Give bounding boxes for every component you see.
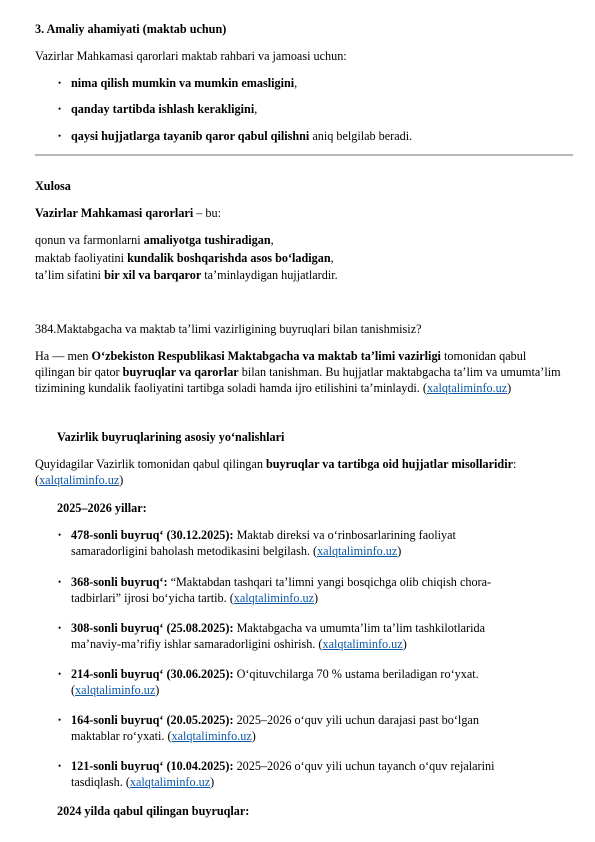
bullet-icon: • bbox=[58, 669, 62, 679]
bullet-icon: • bbox=[58, 104, 62, 114]
bullet-icon: • bbox=[58, 78, 62, 88]
year-2024-heading: 2024 yilda qabul qilingan buyruqlar: bbox=[57, 804, 250, 818]
source-link[interactable]: xalqtaliminfo.uz bbox=[317, 544, 398, 558]
directions-paragraph: Quyidagilar Vazirlik tomonidan qabul qilingan buyruqlar va tartibga oid hujjatlar misollaridir: (xalqtaliminfo.uz) bbox=[35, 457, 517, 487]
source-link[interactable]: xalqtaliminfo.uz bbox=[322, 637, 403, 651]
source-link[interactable]: xalqtaliminfo.uz bbox=[75, 683, 156, 697]
horizontal-divider bbox=[35, 154, 573, 156]
source-link[interactable]: xalqtaliminfo.uz bbox=[233, 591, 315, 605]
list-item: 214-sonli buyruq‘ (30.06.2025): O‘qituvchilarga 70 % ustama beriladigan ro‘yxat. (xalqtaliminfo.uz) bbox=[71, 667, 479, 697]
list-item: 308-sonli buyruq‘ (25.08.2025): Maktabgacha va umumta’lim ta’lim tashkilotlarida ma’naviy-ma’rifiy ishlar samaradorligini oshirish. (xalqtaliminfo.uz) bbox=[71, 621, 485, 651]
bullet-icon: • bbox=[58, 530, 62, 540]
section-3-intro: Vazirlar Mahkamasi qarorlari maktab rahbari va jamoasi uchun: bbox=[35, 49, 347, 63]
answer-paragraph: Ha — men O‘zbekiston Respublikasi Maktabgacha va maktab ta’limi vazirligi tomonidan qabul qilingan bir qator buyruqlar va qarorlar bilan tanishman. Bu hujjatlar maktabgacha ta’lim va umumta’lim tizimining kundalik faoliyatini tartibga soladi hamda ijro etilishini ta’minlaydi. (xalqtaliminfo.uz) bbox=[35, 349, 561, 395]
list-item: 121-sonli buyruq‘ (10.04.2025): 2025–2026 o‘quv yili uchun tayanch o‘quv rejalarini tasdiqlash. (xalqtaliminfo.uz) bbox=[71, 759, 495, 789]
list-item: 478-sonli buyruq‘ (30.12.2025): Maktab direksi va o‘rinbosarlarining faoliyat samaradorligini baholash metodikasini belgilash. (xalqtaliminfo.uz) bbox=[71, 528, 456, 558]
bullet-icon: • bbox=[58, 623, 62, 633]
source-link[interactable]: xalqtaliminfo.uz bbox=[426, 381, 508, 395]
conclusion-subject: Vazirlar Mahkamasi qarorlari – bu: bbox=[35, 206, 221, 220]
list-item: 368-sonli buyruq‘: “Maktabdan tashqari ta’limni yangi bosqichga olib chiqish chora- tadbirlari” ijrosi bo‘yicha tartib. (xalqtaliminfo.uz) bbox=[71, 575, 492, 605]
source-link[interactable]: xalqtaliminfo.uz bbox=[171, 729, 252, 743]
list-item: qaysi hujjatlarga tayanib qaror qabul qilishni aniq belgilab beradi. bbox=[71, 129, 413, 143]
source-link[interactable]: xalqtaliminfo.uz bbox=[39, 473, 120, 487]
conclusion-line: maktab faoliyatini kundalik boshqarishda asos bo‘ladigan, bbox=[35, 251, 334, 265]
conclusion-title: Xulosa bbox=[35, 179, 71, 193]
conclusion-line: ta’lim sifatini bir xil va barqaror ta’minlaydigan hujjatlardir. bbox=[35, 268, 338, 282]
list-item: nima qilish mumkin va mumkin emasligini, bbox=[71, 76, 298, 90]
bullet-icon: • bbox=[58, 715, 62, 725]
bullet-icon: • bbox=[58, 577, 62, 587]
conclusion-line: qonun va farmonlarni amaliyotga tushiradigan, bbox=[35, 233, 274, 247]
bullet-icon: • bbox=[58, 131, 62, 141]
section-3-title: 3. Amaliy ahamiyati (maktab uchun) bbox=[35, 22, 227, 36]
list-item: 164-sonli buyruq‘ (20.05.2025): 2025–2026 o‘quv yili uchun darajasi past bo‘lgan maktablar ro‘yxati. (xalqtaliminfo.uz) bbox=[71, 713, 479, 743]
question-text: 384.Maktabgacha va maktab ta’limi vazirligining buyruqlari bilan tanishmisiz? bbox=[35, 322, 422, 336]
source-link[interactable]: xalqtaliminfo.uz bbox=[129, 775, 211, 789]
years-heading: 2025–2026 yillar: bbox=[57, 501, 147, 515]
bullet-icon: • bbox=[58, 761, 62, 771]
directions-heading: Vazirlik buyruqlarining asosiy yo‘nalishlari bbox=[57, 430, 285, 444]
list-item: qanday tartibda ishlash kerakligini, bbox=[71, 102, 258, 116]
